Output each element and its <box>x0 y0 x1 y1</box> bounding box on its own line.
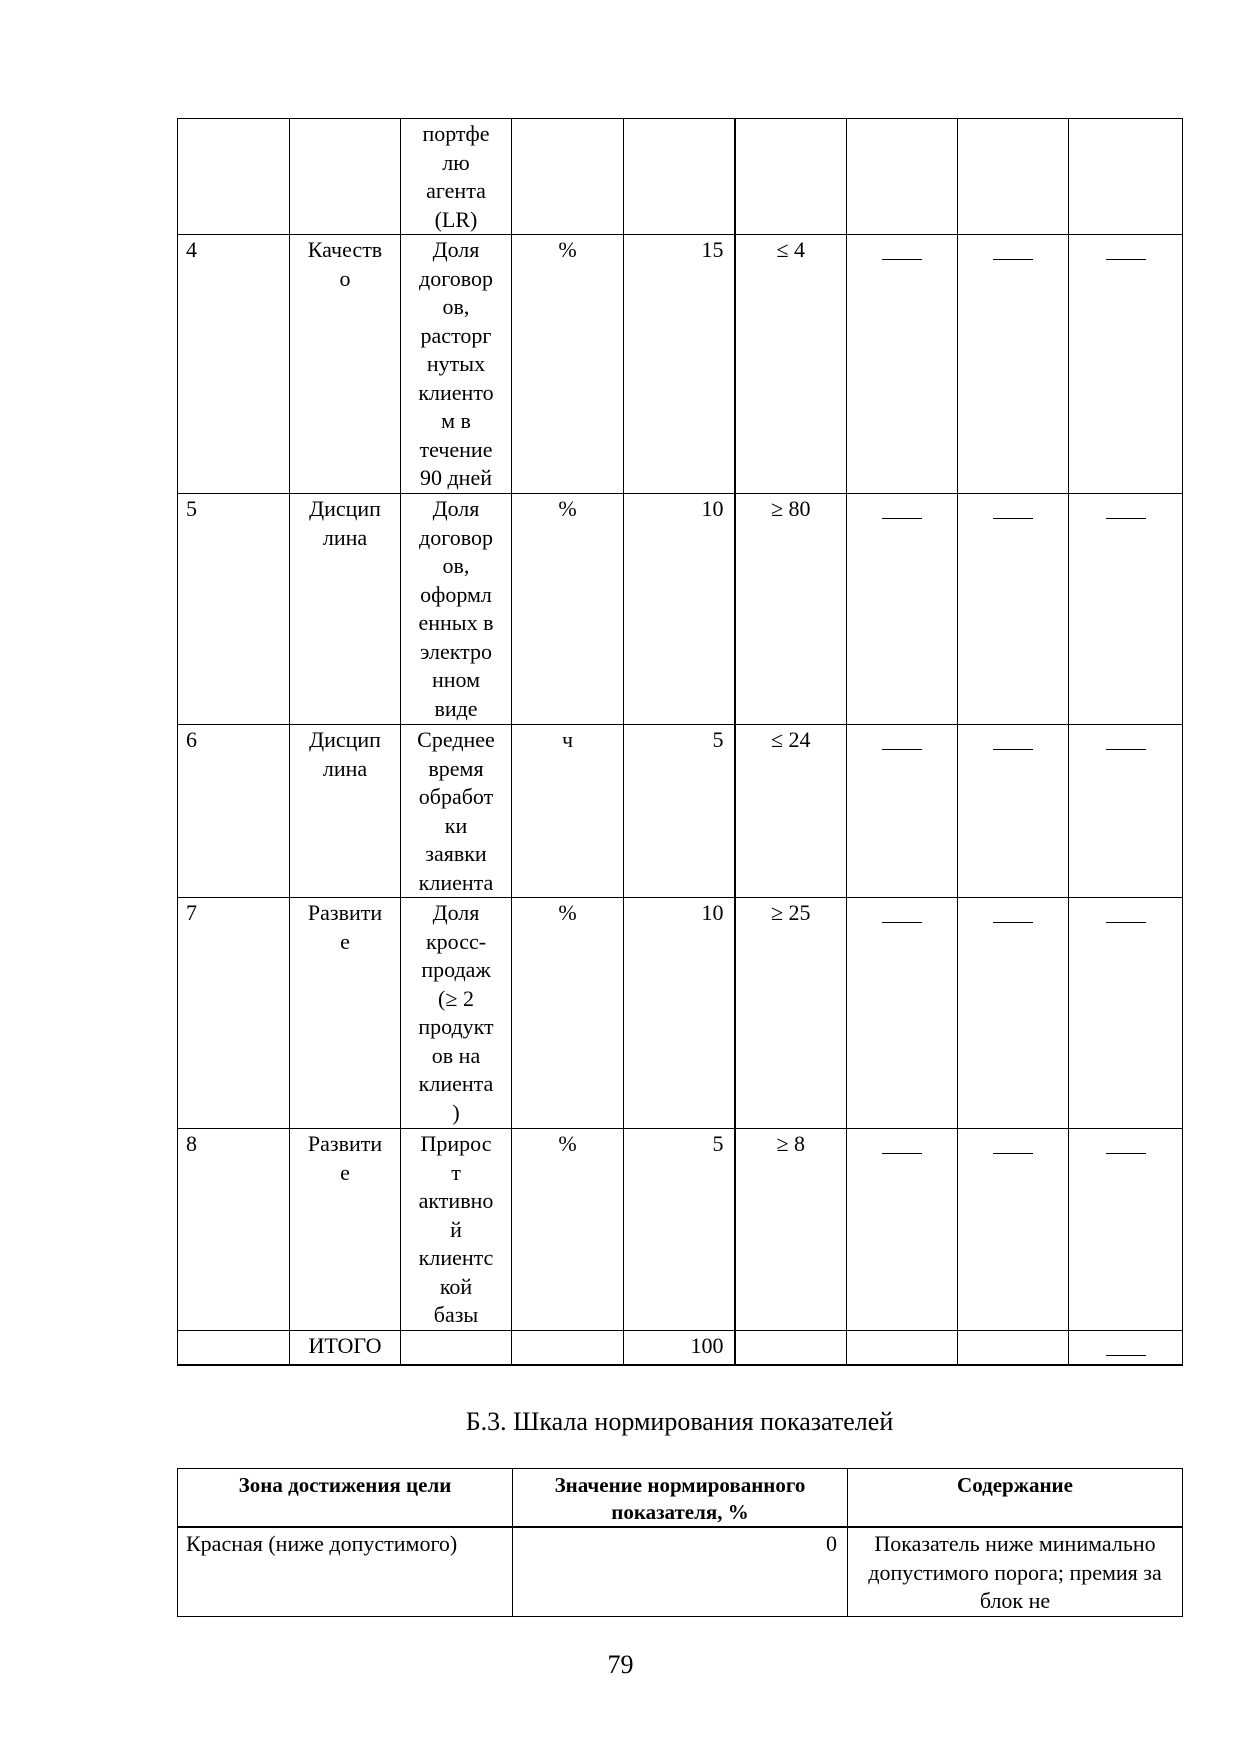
dash-mark <box>882 1133 922 1154</box>
dash-cell <box>1069 235 1183 494</box>
column-header: Значение нормированного показателя, % <box>513 1469 848 1528</box>
target-cell: ≥ 80 <box>735 494 847 725</box>
block-name: Качеств о <box>290 235 401 494</box>
dash-mark <box>882 239 922 260</box>
dash-cell <box>1069 898 1183 1129</box>
row-number: 5 <box>178 494 290 725</box>
value-cell: 0 <box>513 1527 848 1616</box>
target-cell: ≤ 24 <box>735 725 847 898</box>
row-number: 6 <box>178 725 290 898</box>
total-weight: 100 <box>624 1331 735 1365</box>
unit-cell: % <box>512 898 624 1129</box>
scale-caption: Б.3. Шкала нормирования показателей <box>465 1407 894 1436</box>
dash-cell <box>1069 725 1183 898</box>
block-name: Развити е <box>290 898 401 1129</box>
table-row <box>178 494 1183 725</box>
dash-mark <box>993 239 1033 260</box>
dash-cell <box>958 898 1069 1129</box>
indicator-cell: Доля договор ов, расторг нутых клиенто м в течение 90 дней <box>401 235 512 494</box>
unit-cell: ч <box>512 725 624 898</box>
dash-cell <box>958 1129 1069 1331</box>
block-name: Дисцип лина <box>290 725 401 898</box>
table-row <box>178 1527 1183 1616</box>
dash-cell <box>1069 1129 1183 1331</box>
dash-cell <box>1069 494 1183 725</box>
table-row <box>178 119 1183 235</box>
column-header: Содержание <box>848 1469 1183 1528</box>
dash-mark <box>882 498 922 519</box>
table-row <box>178 898 1183 1129</box>
weight-cell: 10 <box>624 898 735 1129</box>
dash-mark <box>882 902 922 923</box>
indicator-cell: Доля кросс- продаж (≥ 2 продукт ов на клиента ) <box>401 898 512 1129</box>
table-row <box>178 725 1183 898</box>
row-number: 7 <box>178 898 290 1129</box>
zone-cell: Красная (ниже допустимого) <box>178 1527 513 1616</box>
unit-cell: % <box>512 494 624 725</box>
target-cell: ≤ 4 <box>735 235 847 494</box>
dash-mark <box>1106 239 1146 260</box>
block-name: Развити е <box>290 1129 401 1331</box>
indicator-cell: портфе лю агента (LR) <box>401 119 512 235</box>
dash-mark <box>1106 1331 1146 1356</box>
dash-cell <box>847 235 958 494</box>
dash-cell <box>847 1129 958 1331</box>
dash-mark <box>993 729 1033 750</box>
kpi-table <box>177 118 1183 1366</box>
indicator-cell: Доля договор ов, оформл енных в электро нном виде <box>401 494 512 725</box>
total-row <box>178 1331 1183 1365</box>
content-cell: Показатель ниже минимально допустимого порога; премия за блок не <box>848 1527 1183 1616</box>
weight-cell: 10 <box>624 494 735 725</box>
dash-mark <box>993 1133 1033 1154</box>
column-header: Зона достижения цели <box>178 1469 513 1528</box>
dash-mark <box>1106 498 1146 519</box>
indicator-cell: Среднее время обработ ки заявки клиента <box>401 725 512 898</box>
dash-cell <box>847 725 958 898</box>
dash-cell <box>847 494 958 725</box>
dash-cell <box>847 898 958 1129</box>
weight-cell: 15 <box>624 235 735 494</box>
row-number: 4 <box>178 235 290 494</box>
row-number: 8 <box>178 1129 290 1331</box>
weight-cell: 5 <box>624 1129 735 1331</box>
unit-cell: % <box>512 235 624 494</box>
dash-cell <box>958 235 1069 494</box>
dash-mark <box>1106 1133 1146 1154</box>
dash-mark <box>993 498 1033 519</box>
dash-mark <box>882 729 922 750</box>
dash-mark <box>1106 902 1146 923</box>
weight-cell: 5 <box>624 725 735 898</box>
scale-table <box>177 1468 1183 1617</box>
table-row <box>178 1129 1183 1331</box>
unit-cell: % <box>512 1129 624 1331</box>
indicator-cell: Прирос т активно й клиентс кой базы <box>401 1129 512 1331</box>
target-cell: ≥ 8 <box>735 1129 847 1331</box>
dash-mark <box>993 902 1033 923</box>
dash-cell <box>958 494 1069 725</box>
page-number: 79 <box>607 1650 634 1679</box>
dash-cell <box>958 725 1069 898</box>
total-label: ИТОГО <box>290 1331 401 1365</box>
block-name: Дисцип лина <box>290 494 401 725</box>
table-row <box>178 235 1183 494</box>
dash-cell <box>1069 1331 1183 1365</box>
table-header-row <box>178 1469 1183 1528</box>
target-cell: ≥ 25 <box>735 898 847 1129</box>
dash-mark <box>1106 729 1146 750</box>
